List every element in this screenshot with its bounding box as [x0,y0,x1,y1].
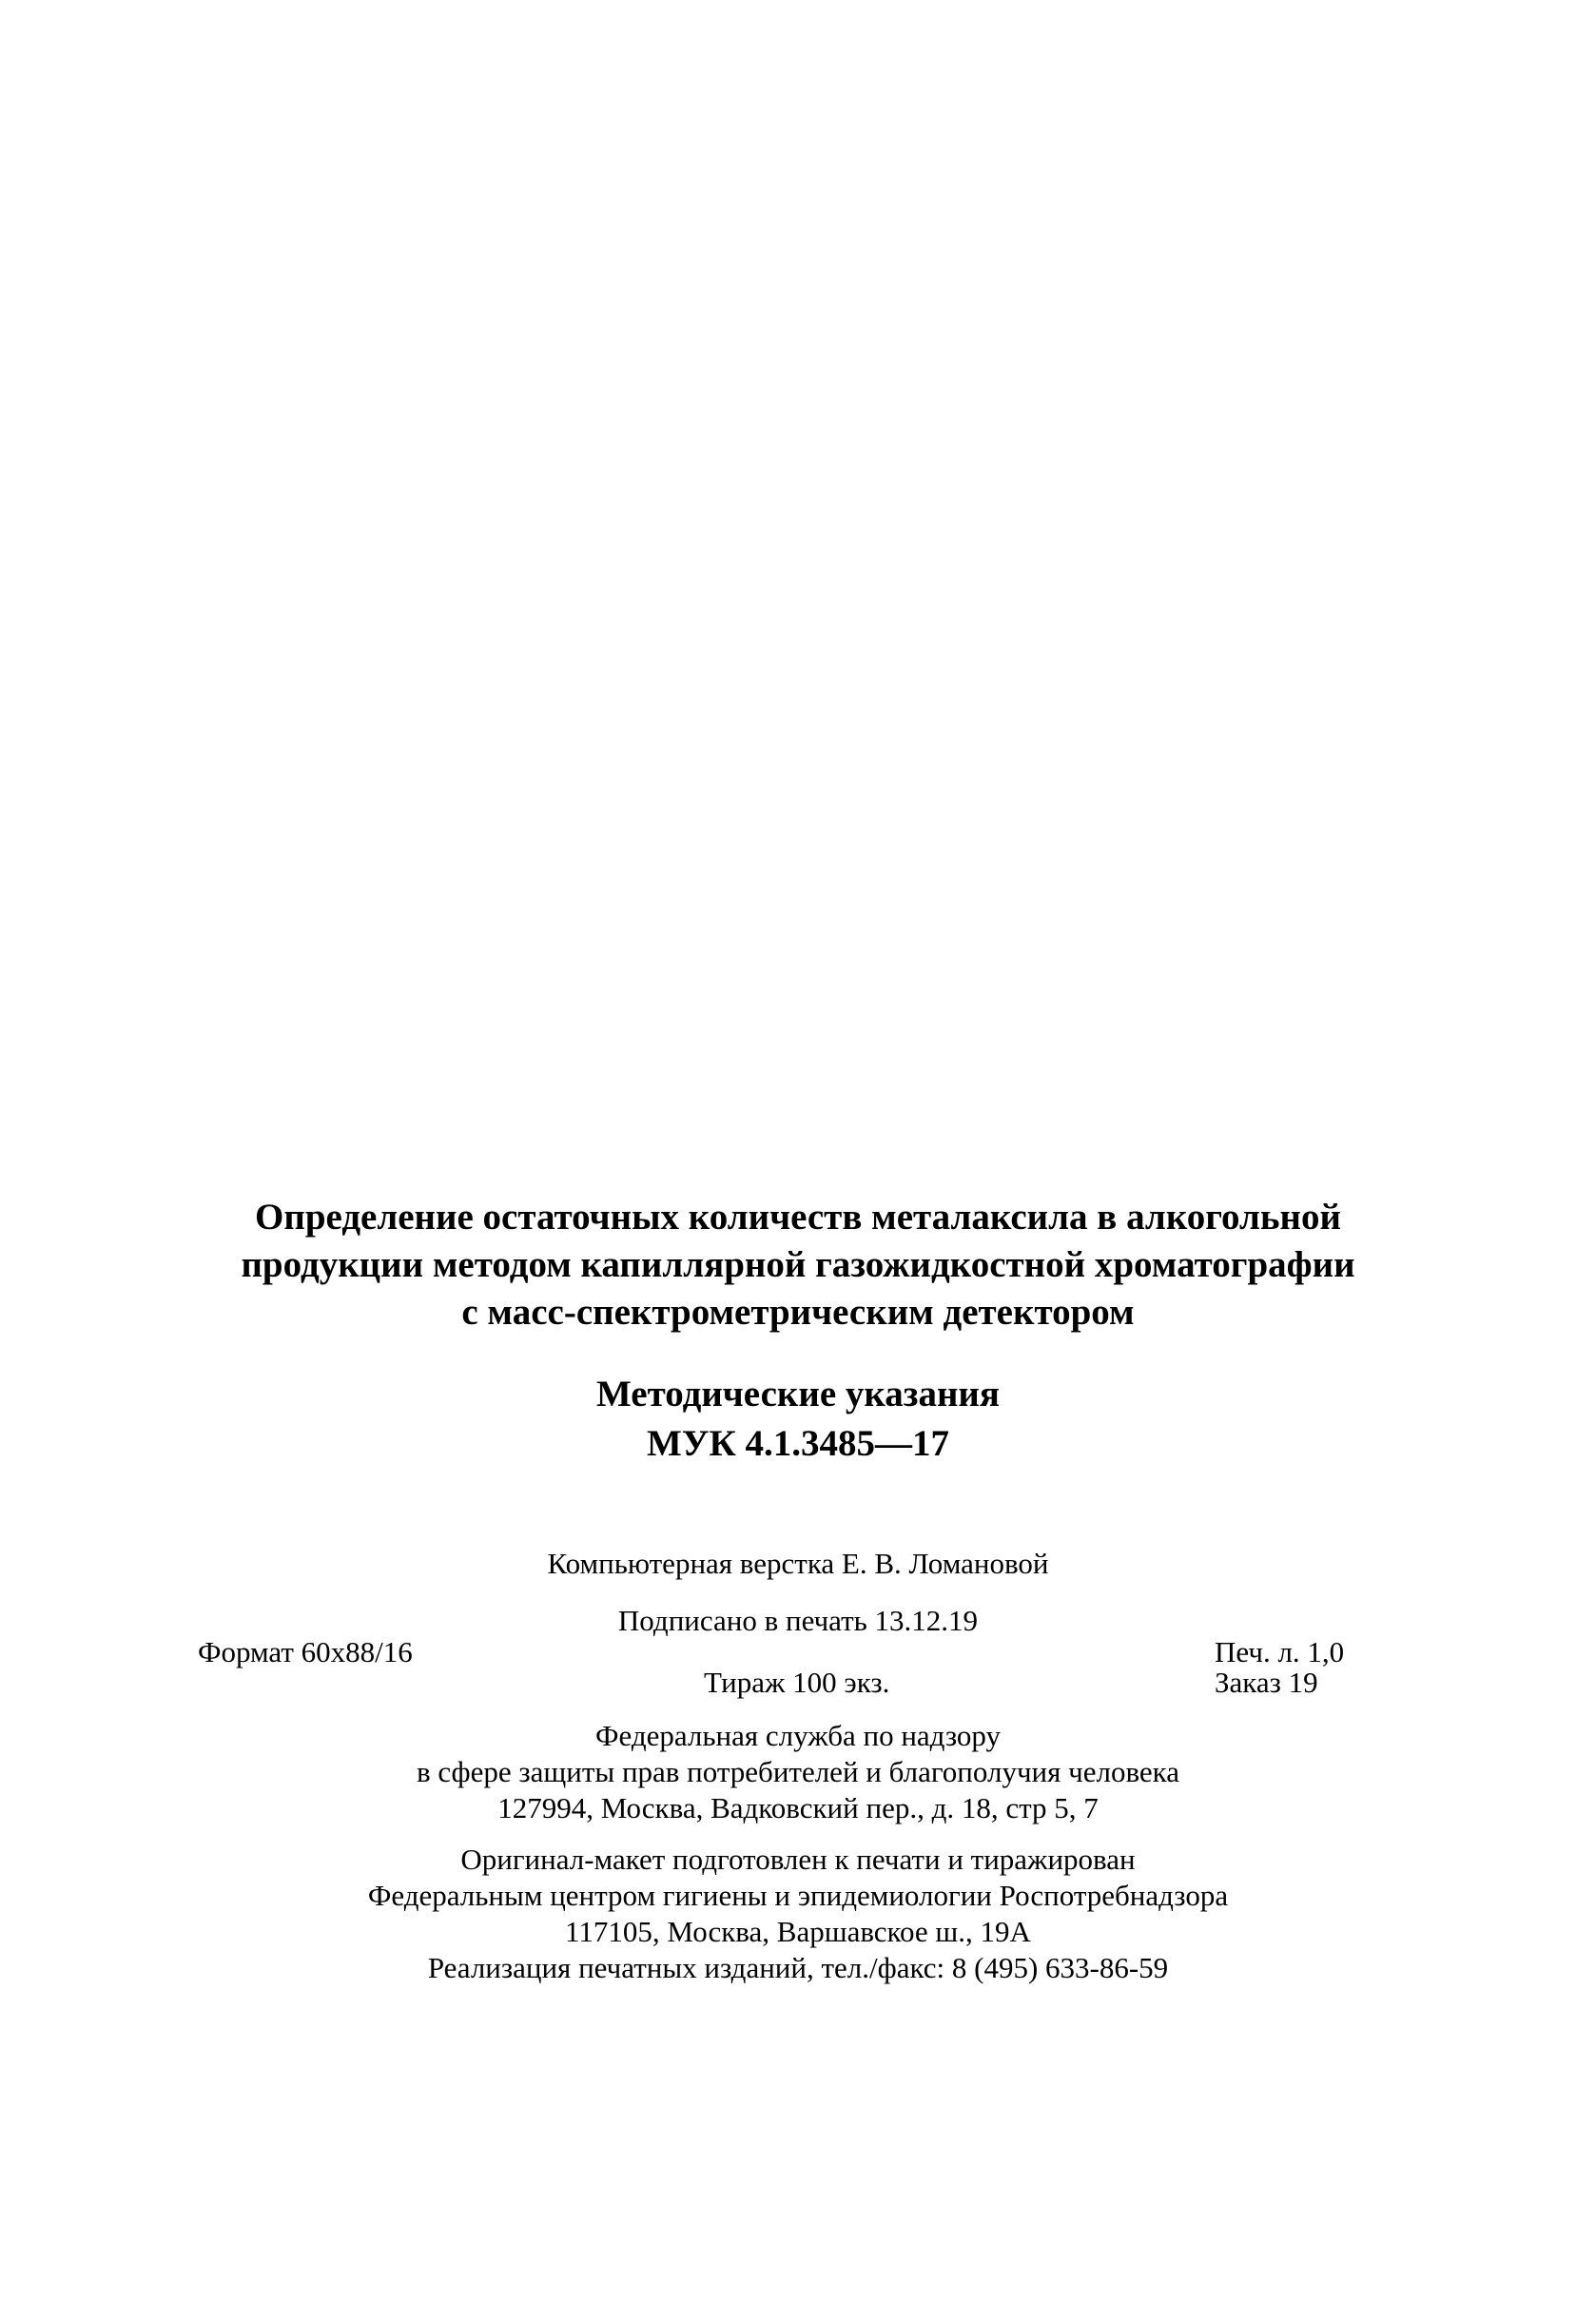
printer-line-2: Федеральным центром гигиены и эпидемиологии Роспотребнадзора [367,1879,1229,1912]
title-line-3: с масс-спектрометрическим детектором [461,1292,1135,1333]
layout-credit: Компьютерная верстка Е. В. Ломановой [547,1547,1049,1580]
document-type-block [0,1370,1596,1469]
document-title [0,1194,1596,1336]
publisher-line-3: 127994, Москва, Вадковский пер., д. 18, стр 5, 7 [497,1791,1099,1824]
document-code: МУК 4.1.3485—17 [647,1423,949,1464]
order-number: Заказ 19 [1215,1666,1318,1699]
printer-line-3: 117105, Москва, Варшавское ш., 19А [565,1915,1031,1948]
publisher-line-1: Федеральная служба по надзору [595,1719,1001,1752]
title-line-1: Определение остаточных количеств металаксила в алкогольной [255,1197,1341,1238]
print-sheets: Печ. л. 1,0 [1215,1635,1345,1668]
signed-to-print: Подписано в печать 13.12.19 [617,1604,979,1637]
publisher-block [0,1718,1596,1826]
printer-line-4: Реализация печатных изданий, тел./факс: 8 (495) 633-86-59 [427,1951,1169,1984]
circulation: Тираж 100 экз. [704,1666,890,1699]
printer-block [0,1842,1596,1986]
publisher-line-2: в сфере защиты прав потребителей и благополучия человека [416,1755,1180,1788]
printer-line-1: Оригинал-макет подготовлен к печати и тиражирован [460,1843,1136,1876]
paper-format: Формат 60x88/16 [198,1635,413,1668]
document-type-label: Методические указания [595,1374,1000,1414]
title-line-2: продукции методом капиллярной газожидкостной хроматографии [241,1244,1355,1285]
